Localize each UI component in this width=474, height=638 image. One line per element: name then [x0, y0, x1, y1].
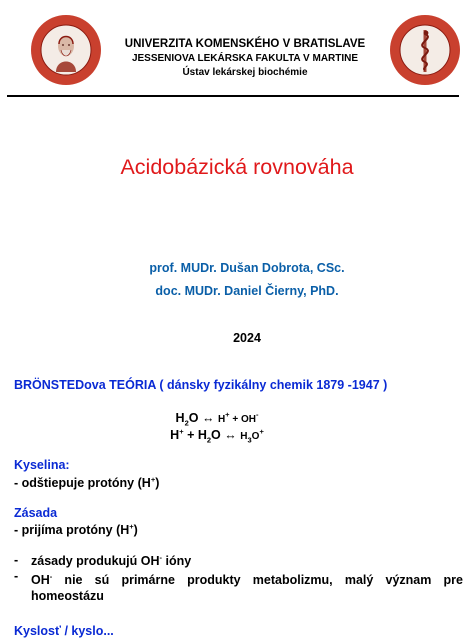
university-seal-left [30, 14, 102, 86]
base-heading: Zásada [14, 506, 58, 520]
author-1: prof. MUDr. Dušan Dobrota, CSc. [149, 261, 345, 275]
page-title: Acidobázická rovnováha [120, 155, 354, 179]
base-definition: - prijíma protóny (H+) [14, 522, 138, 538]
author-2: doc. MUDr. Daniel Čierny, PhD. [155, 284, 339, 298]
section-title: BRÖNSTEDova TEÓRIA ( dánsky fyzikálny chemik 1879 -1947 ) [14, 378, 388, 392]
header-divider [7, 95, 459, 97]
faculty-seal-right [389, 14, 461, 86]
double-arrow-icon: ↔ [201, 411, 215, 426]
acid-definition: - odštiepuje protóny (H+) [14, 475, 160, 491]
acid-heading: Kyselina: [14, 458, 70, 472]
institute-name: Ústav lekárskej biochémie [182, 67, 308, 78]
university-name: UNIVERZITA KOMENSKÉHO V BRATISLAVE [124, 38, 366, 50]
equation-water-dissociation: $H_2O$ ↔ H+ + OH- [175, 410, 259, 428]
faculty-name: JESSENIOVA LEKÁRSKA FAKULTA V MARTINE [131, 53, 359, 64]
truncated-heading: Kyslosť / kyslo... [14, 624, 114, 638]
double-arrow-icon: ↔ [224, 428, 237, 443]
list-item: - zásady produkujú OH- ióny [14, 553, 192, 569]
equation-hydronium: $H^+ + H_2O$ ↔ $H_3O^+$ [170, 427, 264, 445]
list-item: - OH- nie sú primárne produkty metabolizmu, malý význam pre homeostázu [14, 569, 463, 604]
year: 2024 [233, 331, 261, 345]
